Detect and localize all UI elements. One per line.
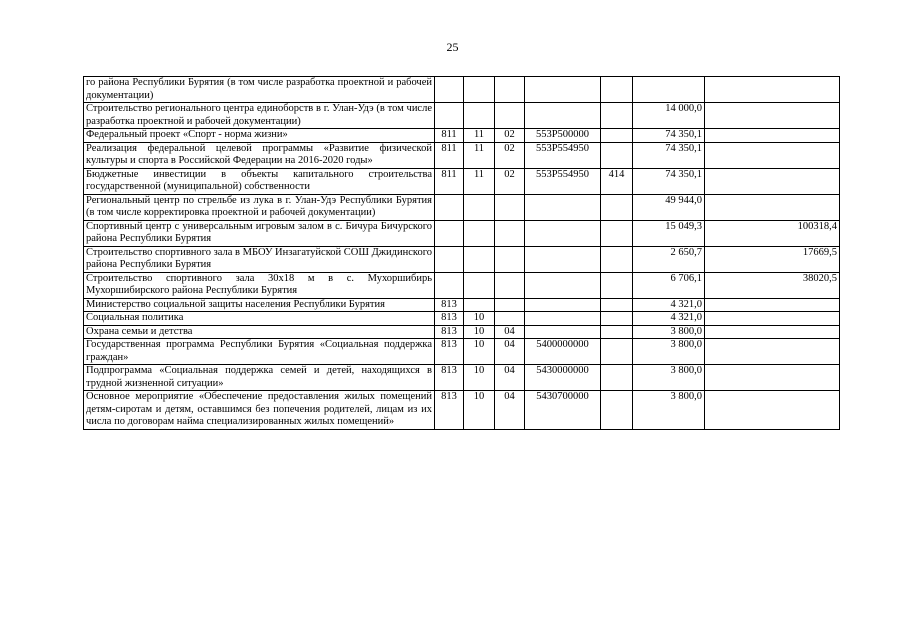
cell-department-code: 811 [435, 129, 464, 143]
cell-amount [633, 77, 705, 103]
cell-department-code [435, 77, 464, 103]
cell-expense-type [601, 77, 633, 103]
cell-name: Строительство спортивного зала в МБОУ Инзагатуйской СОШ Джидинского района Республики Бурятия [84, 246, 435, 272]
cell-department-code: 813 [435, 325, 464, 339]
cell-target-article [525, 325, 601, 339]
cell-department-code [435, 194, 464, 220]
page-number: 25 [446, 40, 459, 54]
cell-section-code [464, 77, 495, 103]
cell-subsection-code: 04 [495, 365, 525, 391]
cell-amount-extra: 38020,5 [705, 272, 840, 298]
cell-department-code: 813 [435, 339, 464, 365]
cell-target-article [525, 272, 601, 298]
cell-amount: 74 350,1 [633, 142, 705, 168]
cell-section-code [464, 246, 495, 272]
cell-amount-extra [705, 168, 840, 194]
cell-amount: 4 321,0 [633, 298, 705, 312]
cell-department-code [435, 246, 464, 272]
cell-expense-type [601, 220, 633, 246]
cell-target-article [525, 246, 601, 272]
cell-amount-extra [705, 77, 840, 103]
cell-target-article [525, 77, 601, 103]
cell-amount: 74 350,1 [633, 168, 705, 194]
cell-department-code: 813 [435, 298, 464, 312]
cell-amount: 2 650,7 [633, 246, 705, 272]
cell-subsection-code [495, 220, 525, 246]
cell-expense-type [601, 272, 633, 298]
cell-expense-type: 414 [601, 168, 633, 194]
cell-subsection-code: 02 [495, 129, 525, 143]
cell-section-code: 11 [464, 168, 495, 194]
cell-target-article [525, 312, 601, 326]
table-row [84, 312, 840, 326]
cell-name: Государственная программа Республики Бурятия «Социальная поддержка граждан» [84, 339, 435, 365]
cell-section-code: 10 [464, 339, 495, 365]
cell-target-article: 5430000000 [525, 365, 601, 391]
table-row [84, 103, 840, 129]
cell-expense-type [601, 365, 633, 391]
cell-department-code [435, 220, 464, 246]
table-row [84, 339, 840, 365]
cell-name: Охрана семьи и детства [84, 325, 435, 339]
cell-subsection-code: 04 [495, 339, 525, 365]
cell-section-code [464, 194, 495, 220]
table-row [84, 168, 840, 194]
cell-target-article: 553Р554950 [525, 142, 601, 168]
table-row [84, 246, 840, 272]
cell-subsection-code: 02 [495, 142, 525, 168]
cell-department-code: 813 [435, 391, 464, 430]
cell-section-code [464, 272, 495, 298]
cell-section-code: 10 [464, 312, 495, 326]
table-row [84, 129, 840, 143]
cell-amount-extra [705, 339, 840, 365]
table-row [84, 194, 840, 220]
cell-amount-extra [705, 142, 840, 168]
cell-subsection-code [495, 312, 525, 326]
cell-name: Подпрограмма «Социальная поддержка семей и детей, находящихся в трудной жизненной ситуации» [84, 365, 435, 391]
cell-expense-type [601, 129, 633, 143]
cell-department-code: 811 [435, 168, 464, 194]
table-row [84, 298, 840, 312]
table-row [84, 77, 840, 103]
cell-amount: 3 800,0 [633, 391, 705, 430]
cell-name: Бюджетные инвестиции в объекты капитального строительства государственной (муниципальной) собственности [84, 168, 435, 194]
cell-section-code [464, 220, 495, 246]
cell-target-article [525, 194, 601, 220]
cell-name: Региональный центр по стрельбе из лука в г. Улан-Удэ Республики Бурятия (в том числе корректировка проектной и рабочей документации) [84, 194, 435, 220]
cell-name: Министерство социальной защиты населения Республики Бурятия [84, 298, 435, 312]
cell-amount-extra: 17669,5 [705, 246, 840, 272]
cell-target-article: 553Р554950 [525, 168, 601, 194]
cell-target-article [525, 220, 601, 246]
cell-subsection-code [495, 103, 525, 129]
cell-amount: 49 944,0 [633, 194, 705, 220]
cell-department-code [435, 103, 464, 129]
cell-target-article: 5400000000 [525, 339, 601, 365]
cell-department-code: 813 [435, 312, 464, 326]
cell-subsection-code: 04 [495, 391, 525, 430]
cell-amount-extra [705, 365, 840, 391]
cell-subsection-code [495, 272, 525, 298]
cell-subsection-code [495, 77, 525, 103]
cell-department-code: 813 [435, 365, 464, 391]
cell-section-code: 11 [464, 129, 495, 143]
cell-amount-extra [705, 194, 840, 220]
cell-target-article [525, 103, 601, 129]
cell-subsection-code [495, 298, 525, 312]
cell-name: Социальная политика [84, 312, 435, 326]
cell-name: Реализация федеральной целевой программы «Развитие физической культуры и спорта в Российской Федерации на 2016-2020 годы» [84, 142, 435, 168]
cell-amount: 15 049,3 [633, 220, 705, 246]
cell-expense-type [601, 325, 633, 339]
cell-amount-extra [705, 298, 840, 312]
table-body [84, 77, 840, 430]
cell-section-code [464, 298, 495, 312]
cell-amount: 3 800,0 [633, 325, 705, 339]
table-row [84, 142, 840, 168]
cell-target-article [525, 298, 601, 312]
cell-amount-extra [705, 391, 840, 430]
cell-name: Спортивный центр с универсальным игровым залом в с. Бичура Бичурского района Республики Бурятия [84, 220, 435, 246]
table-row [84, 220, 840, 246]
cell-amount: 4 321,0 [633, 312, 705, 326]
budget-table [83, 76, 840, 430]
cell-subsection-code [495, 246, 525, 272]
cell-name: Федеральный проект «Спорт - норма жизни» [84, 129, 435, 143]
table-row [84, 391, 840, 430]
cell-amount-extra [705, 129, 840, 143]
cell-subsection-code: 04 [495, 325, 525, 339]
cell-name: Строительство спортивного зала 30х18 м в с. Мухоршибирь Мухоршибирского района Республики Бурятия [84, 272, 435, 298]
cell-expense-type [601, 194, 633, 220]
cell-amount-extra [705, 325, 840, 339]
cell-section-code: 10 [464, 391, 495, 430]
cell-expense-type [601, 298, 633, 312]
cell-target-article: 5430700000 [525, 391, 601, 430]
cell-department-code: 811 [435, 142, 464, 168]
cell-expense-type [601, 103, 633, 129]
cell-amount: 74 350,1 [633, 129, 705, 143]
cell-amount-extra: 100318,4 [705, 220, 840, 246]
table-row [84, 325, 840, 339]
cell-amount: 14 000,0 [633, 103, 705, 129]
cell-section-code: 10 [464, 365, 495, 391]
cell-subsection-code: 02 [495, 168, 525, 194]
table-row [84, 365, 840, 391]
cell-department-code [435, 272, 464, 298]
cell-section-code: 11 [464, 142, 495, 168]
cell-expense-type [601, 339, 633, 365]
cell-amount-extra [705, 312, 840, 326]
cell-expense-type [601, 312, 633, 326]
cell-name: го района Республики Бурятия (в том числе разработка проектной и рабочей документации) [84, 77, 435, 103]
cell-name: Основное мероприятие «Обеспечение предоставления жилых помещений детям-сиротам и детям, оставшимся без попечения родителей, лицам из их числа по договорам найма специализированных жилых помещений» [84, 391, 435, 430]
cell-expense-type [601, 246, 633, 272]
cell-amount: 6 706,1 [633, 272, 705, 298]
cell-amount-extra [705, 103, 840, 129]
cell-amount: 3 800,0 [633, 365, 705, 391]
cell-section-code: 10 [464, 325, 495, 339]
cell-section-code [464, 103, 495, 129]
cell-subsection-code [495, 194, 525, 220]
table-row [84, 272, 840, 298]
cell-expense-type [601, 391, 633, 430]
cell-amount: 3 800,0 [633, 339, 705, 365]
cell-name: Строительство регионального центра единоборств в г. Улан-Удэ (в том числе разработка проектной и рабочей документации) [84, 103, 435, 129]
cell-expense-type [601, 142, 633, 168]
cell-target-article: 553Р500000 [525, 129, 601, 143]
